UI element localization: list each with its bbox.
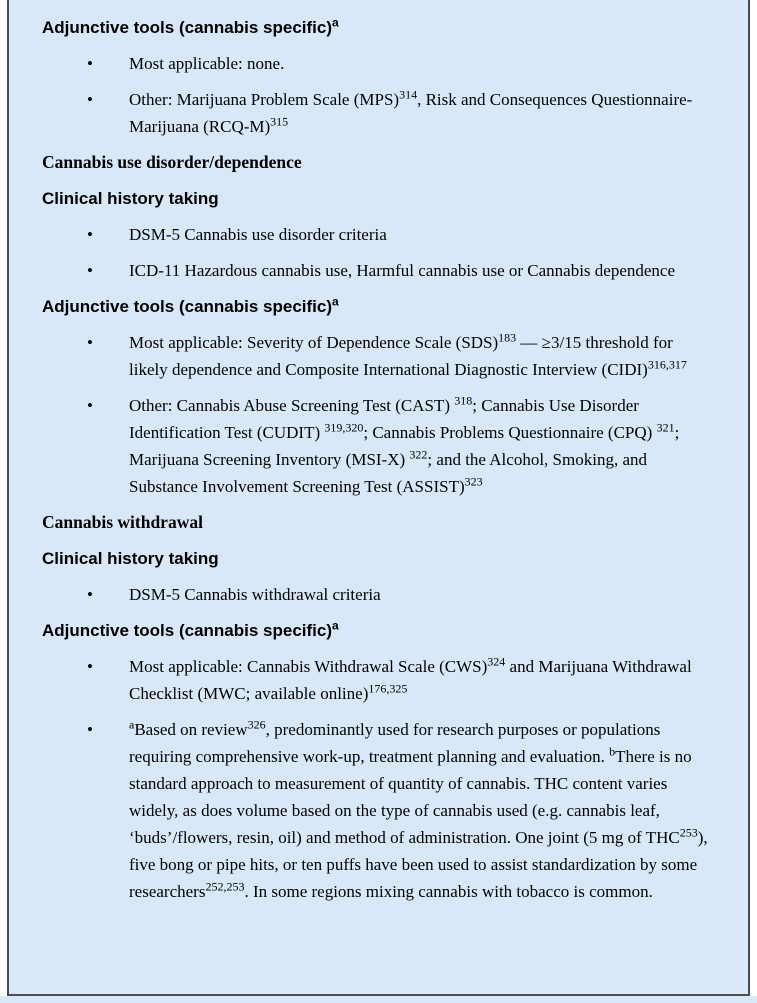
content-blocks: [9, 0, 748, 905]
bullet-icon: •: [87, 90, 93, 109]
table-cell: [7, 0, 750, 996]
bullet-icon: •: [87, 657, 93, 676]
bullet-cws-mwc: [9, 653, 748, 707]
bullet-most-applicable-none: [9, 50, 748, 77]
adjunctive-tools-heading-2: Adjunctive tools (cannabis specific)$^a$: [42, 294, 339, 316]
bullet-dsm5-withdrawal: [9, 581, 748, 608]
bullet-dsm5-use-disorder: [9, 221, 748, 248]
bullet-text: Other: Cannabis Abuse Screening Test (CAST) $^{318}$; Cannabis Use Disorder Identification Test (CUDIT) $^{319,320}$; Cannabis Problems Questionnaire (CPQ) $^{321}$; Marijuana Screening Inventory (MSI-X) $^{322}$; and the Alcohol, Smoking, and Substance Involvement Screening Test (ASSIST)$^{323}$: [129, 393, 680, 496]
bullet-text: Most applicable: Severity of Dependence Scale (SDS)$^{183}$ — ≥3/15 threshold for likely dependence and Composite International Diagnostic Interview (CIDI)$^{316,317}$: [129, 330, 687, 379]
bullet-icon: •: [87, 261, 93, 280]
bullet-other-problem-scales: [9, 86, 748, 140]
bullet-text: $^a$Based on review$^{326}$, predominantly used for research purposes or populations requiring comprehensive work-up, treatment planning and evaluation. $^b$There is no standard approach to measurement of quantity of cannabis. THC content varies widely, as does volume based on the type of cannabis used (e.g. cannabis leaf, ‘buds’/flowers, resin, oil) and method of administration. One joint (5 mg of THC$^{253}$), five bong or pipe hits, or ten puffs have been used to assist standardization by some researchers$^{252,253}$. In some regions mixing cannabis with tobacco is common.: [129, 717, 708, 901]
bullet-text: DSM-5 Cannabis withdrawal criteria: [129, 585, 381, 604]
bullet-icon: •: [87, 720, 93, 739]
bullet-other-screening-tests: [9, 392, 748, 500]
cannabis-use-disorder-heading: Cannabis use disorder/dependence: [42, 152, 302, 172]
bullet-text: Most applicable: Cannabis Withdrawal Scale (CWS)$^{324}$ and Marijuana Withdrawal Checklist (MWC; available online)$^{176,325}$: [129, 654, 692, 703]
bullet-icon: •: [87, 585, 93, 604]
bullet-text: ICD-11 Hazardous cannabis use, Harmful cannabis use or Cannabis dependence: [129, 261, 676, 280]
adjunctive-tools-heading-3: Adjunctive tools (cannabis specific)$^a$: [42, 618, 339, 640]
bullet-footnotes: [9, 716, 748, 905]
clinical-history-heading-2: Clinical history taking: [42, 549, 219, 568]
clinical-history-heading-1: Clinical history taking: [42, 189, 219, 208]
bullet-icd11: [9, 257, 748, 284]
next-row-strip: [0, 996, 757, 1003]
bullet-icon: •: [87, 225, 93, 244]
bullet-icon: •: [87, 54, 93, 73]
bullet-sds-cidi: [9, 329, 748, 383]
bullet-text: Other: Marijuana Problem Scale (MPS)$^{314}$, Risk and Consequences Questionnaire-Marijuana $(RCQ-M)^{315}$: [129, 87, 693, 136]
bullet-text: DSM-5 Cannabis use disorder criteria: [129, 225, 387, 244]
cannabis-withdrawal-heading: Cannabis withdrawal: [42, 512, 203, 532]
bullet-icon: •: [87, 396, 93, 415]
bullet-text: Most applicable: none.: [129, 54, 285, 73]
bullet-icon: •: [87, 333, 93, 352]
adjunctive-tools-heading-1: Adjunctive tools (cannabis specific)$^a$: [42, 15, 339, 37]
